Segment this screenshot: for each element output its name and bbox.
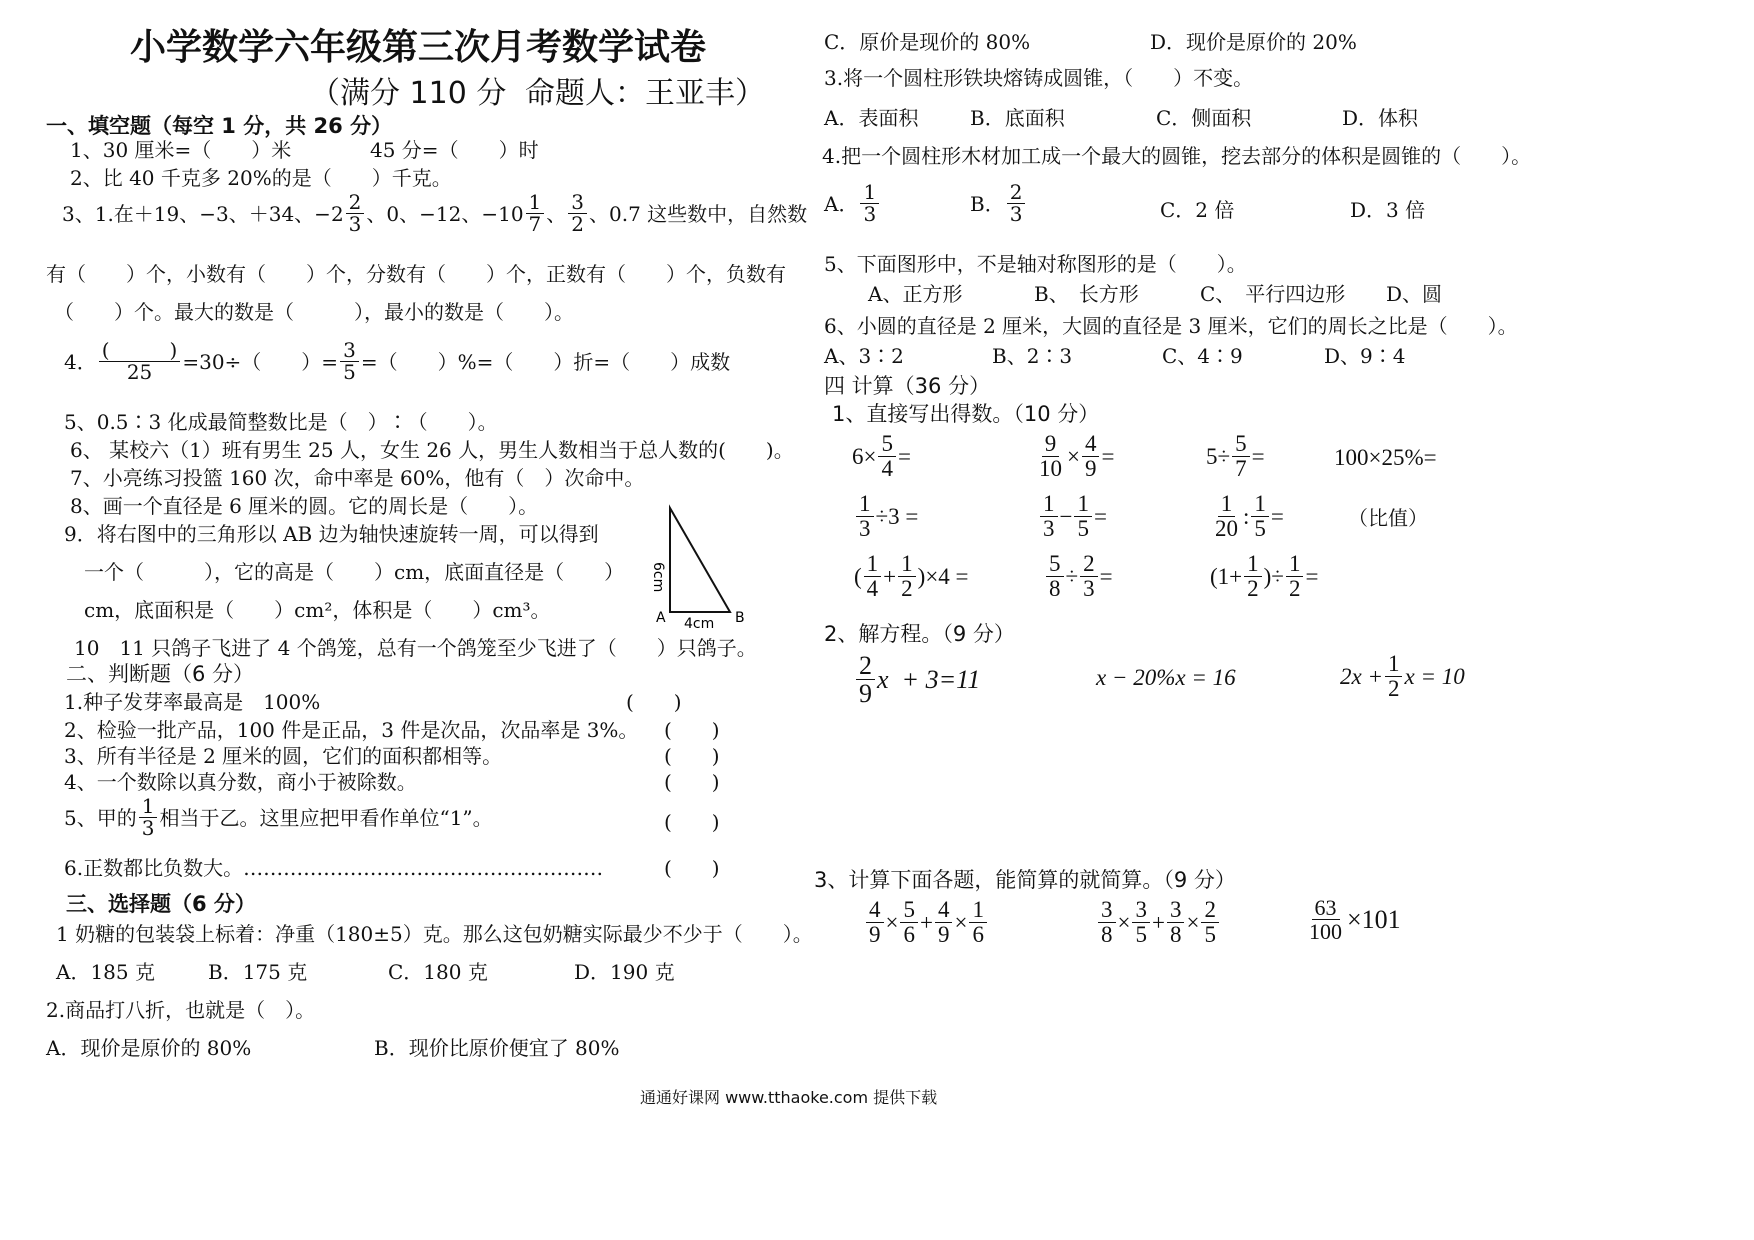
question-1b: 45 分=（ ）时 (370, 138, 539, 162)
q4-fraction-blank: $\frac{( )}{25}$ (99, 340, 181, 383)
choice-3: 3.将一个圆柱形铁块熔铸成圆锥，（ ）不变。 (824, 66, 1254, 90)
q3-fraction-2: $\frac{1}{7}$ (526, 192, 545, 235)
choice-2-d: D．现价是原价的 20% (1150, 30, 1357, 54)
choice-4-d: D．3 倍 (1350, 198, 1426, 222)
equation-1: $\frac{2}{9}$ x + 3=11 (854, 652, 980, 708)
judge-4-paren: ( ) (664, 770, 720, 794)
section-2-title: 二、判断题（6 分） (66, 662, 255, 686)
choice-3-c: C．侧面积 (1156, 106, 1252, 130)
judge-5-pre: 5、甲的 (64, 805, 137, 830)
simplify-1: $\frac{4}{9}$ × $\frac{5}{6}$ + $\frac{4}{9}$ × $\frac{1}{6}$ (864, 898, 989, 947)
q3-text-mid: 、0、−12、−10 (366, 201, 524, 226)
judge-5 (64, 796, 493, 839)
calc-expr-4: 100×25%= (1334, 445, 1437, 470)
judge-2: 2、检验一批产品，100 件是正品，3 件是次品，次品率是 3%。 (64, 718, 639, 742)
choice-5-a: A、正方形 (868, 282, 963, 306)
question-9-line-2: 一个（ ），它的高是（ ）cm，底面直径是（ ） (84, 560, 625, 584)
simplify-2: $\frac{3}{8}$ × $\frac{3}{5}$ + $\frac{3}{8}$ × $\frac{2}{5}$ (1096, 898, 1221, 947)
calc-3-title: 3、计算下面各题，能简算的就简算。（9 分） (814, 868, 1236, 892)
choice-4-a-fraction: $\frac{1}{3}$ (860, 182, 879, 225)
choice-4-a: A． $\frac{1}{3}$ (824, 182, 881, 225)
choice-1-c: C．180 克 (388, 960, 488, 984)
question-9-line-1: 9．将右图中的三角形以 AB 边为轴快速旋转一周，可以得到 (64, 522, 599, 546)
equation-2: x − 20%x = 16 (1096, 665, 1236, 690)
choice-3-d: D．体积 (1342, 106, 1419, 130)
choice-5-c: C、 平行四边形 (1200, 282, 1346, 306)
judge-2-paren: ( ) (664, 718, 720, 742)
q3-fraction-3: $\frac{3}{2}$ (568, 192, 587, 235)
question-2: 2、比 40 千克多 20%的是（ ）千克。 (70, 166, 452, 190)
exam-author: 命题人：王亚丰） (525, 76, 765, 111)
exam-title: 小学数学六年级第三次月考数学试卷 (130, 27, 707, 68)
choice-4-c: C．2 倍 (1160, 198, 1235, 222)
judge-6-paren: ( ) (664, 856, 720, 880)
choice-2: 2.商品打八折，也就是（ ）。 (46, 998, 316, 1022)
choice-3-a: A．表面积 (824, 106, 919, 130)
section-3-title: 三、选择题（6 分） (66, 892, 256, 916)
section-4-title: 四 计算（36 分） (824, 374, 991, 398)
q4-text-post: =（ ）%=（ ）折=（ ）成数 (360, 349, 731, 374)
q3-fraction-1: $\frac{2}{3}$ (346, 192, 365, 235)
calc-2-title: 2、解方程。（9 分） (824, 622, 1015, 646)
calc-expr-5: $\frac{1}{3}$ ÷3 = (854, 492, 918, 541)
question-10: 10 11 只鸽子飞进了 4 个鸽笼，总有一个鸽笼至少飞进了（ ）只鸽子。 (74, 636, 757, 660)
choice-4-b-fraction: $\frac{2}{3}$ (1007, 182, 1026, 225)
full-marks: （满分 110 分 (310, 76, 507, 111)
calc-expr-8: ( $\frac{1}{4}$ + $\frac{1}{2}$ )×4 = (854, 551, 969, 602)
calc-expr-7: $\frac{1}{20}$ : $\frac{1}{5}$ = (1215, 491, 1284, 542)
q3-text-pre: 3、1.在＋19、−3、＋34、−2 (62, 201, 344, 226)
choice-1-a: A．185 克 (56, 960, 155, 984)
judge-5-paren: ( ) (664, 810, 720, 834)
choice-5-b: B、 长方形 (1034, 282, 1139, 306)
calc-expr-1: 6× $\frac{5}{4}$ = (852, 431, 911, 482)
footer-source: 通通好课网 www.tthaoke.com 提供下载 (640, 1088, 938, 1107)
choice-6-d: D、9∶4 (1324, 344, 1406, 368)
choice-5-d: D、圆 (1386, 282, 1443, 306)
judge-3: 3、所有半径是 2 厘米的圆，它们的面积都相等。 (64, 744, 503, 768)
simplify-3: $\frac{63}{100}$ ×101 (1309, 895, 1401, 945)
equation-3: 2x + $\frac{1}{2}$ x = 10 (1340, 651, 1465, 702)
choice-2-b: B．现价比原价便宜了 80% (374, 1036, 620, 1060)
choice-2-c: C．原价是现价的 80% (824, 30, 1031, 54)
choice-1-d: D．190 克 (574, 960, 675, 984)
question-5: 5、0.5∶3 化成最简整数比是（ ）∶（ ）。 (64, 410, 498, 434)
triangle-figure (640, 500, 770, 640)
judge-5-post: 相当于乙。这里应把甲看作单位“1”。 (159, 805, 493, 830)
q4-label: 4． (64, 349, 97, 374)
choice-6-a: A、3∶2 (824, 344, 904, 368)
q4-text-mid: =30÷（ ）= (182, 349, 339, 374)
question-3-line-2: 有（ ）个，小数有（ ）个，分数有（ ）个，正数有（ ）个，负数有 (46, 262, 786, 286)
choice-3-b: B．底面积 (970, 106, 1065, 130)
judge-3-paren: ( ) (664, 744, 720, 768)
judge-4: 4、一个数除以真分数，商小于被除数。 (64, 770, 417, 794)
question-4 (64, 340, 730, 383)
choice-2-a: A．现价是原价的 80% (46, 1036, 252, 1060)
choice-4: 4.把一个圆柱形木材加工成一个最大的圆锥，挖去部分的体积是圆锥的（ ）。 (822, 144, 1532, 168)
question-1a: 1、30 厘米=（ ）米 (70, 138, 292, 162)
calc-expr-6: $\frac{1}{3}$ − $\frac{1}{5}$ = (1038, 492, 1107, 541)
question-6: 6、 某校六（1）班有男生 25 人，女生 26 人，男生人数相当于总人数的( )。 (70, 438, 794, 462)
calc-expr-7-note: （比值） (1348, 506, 1428, 530)
calc-expr-3: 5÷ $\frac{5}{7}$ = (1206, 431, 1265, 482)
judge-1: 1.种子发芽率最高是 100% (64, 690, 321, 714)
figure-height-label: 6cm (650, 562, 666, 593)
question-3-line-3: （ ）个。最大的数是（ ），最小的数是（ ）。 (54, 300, 574, 324)
choice-4-b: B． $\frac{2}{3}$ (970, 182, 1027, 225)
calc-expr-9: $\frac{5}{8}$ ÷ $\frac{2}{3}$ = (1044, 552, 1113, 601)
choice-5: 5、下面图形中，不是轴对称图形的是（ ）。 (824, 252, 1247, 276)
calc-expr-2: $\frac{9}{10}$ × $\frac{4}{9}$ = (1039, 431, 1115, 482)
section-1-title: 一、填空题（每空 1 分，共 26 分） (46, 114, 393, 138)
choice-1: 1 奶糖的包装袋上标着：净重（180±5）克。那么这包奶糖实际最少不少于（ ）。 (56, 922, 813, 946)
calc-1-title: 1、直接写出得数。（10 分） (832, 402, 1100, 426)
choice-6: 6、小圆的直径是 2 厘米，大圆的直径是 3 厘米，它们的周长之比是（ ）。 (824, 314, 1518, 338)
calc-expr-10: (1+ $\frac{1}{2}$ )÷ $\frac{1}{2}$ = (1210, 551, 1319, 602)
judge-1-paren: ( ) (626, 690, 682, 714)
choice-6-c: C、4∶9 (1162, 344, 1243, 368)
judge-5-fraction: $\frac{1}{3}$ (139, 796, 158, 839)
choice-6-b: B、2∶3 (992, 344, 1073, 368)
question-8: 8、画一个直径是 6 厘米的圆。它的周长是（ ）。 (70, 494, 539, 518)
figure-point-a: A (656, 610, 666, 626)
question-9-line-3: cm，底面积是（ ）cm²，体积是（ ）cm³。 (84, 598, 551, 622)
figure-base-label: 4cm (684, 616, 715, 632)
choice-1-b: B．175 克 (208, 960, 308, 984)
question-7: 7、小亮练习投篮 160 次，命中率是 60%，他有（ ）次命中。 (70, 466, 645, 490)
q4-fraction: $\frac{3}{5}$ (340, 340, 359, 383)
q3-text-post: 、0.7 这些数中，自然数 (589, 201, 808, 226)
figure-point-b: B (735, 610, 745, 626)
judge-6: 6.正数都比负数大。……………………………………………… (64, 856, 604, 880)
question-3: 3、1.在＋19、−3、＋34、−2 $\frac{2}{3}$ 、0、−12、−10 $\frac{1}{7}$ 、 $\frac{3}{2}$ 、0.7 这些数中，自然数 (62, 190, 808, 236)
